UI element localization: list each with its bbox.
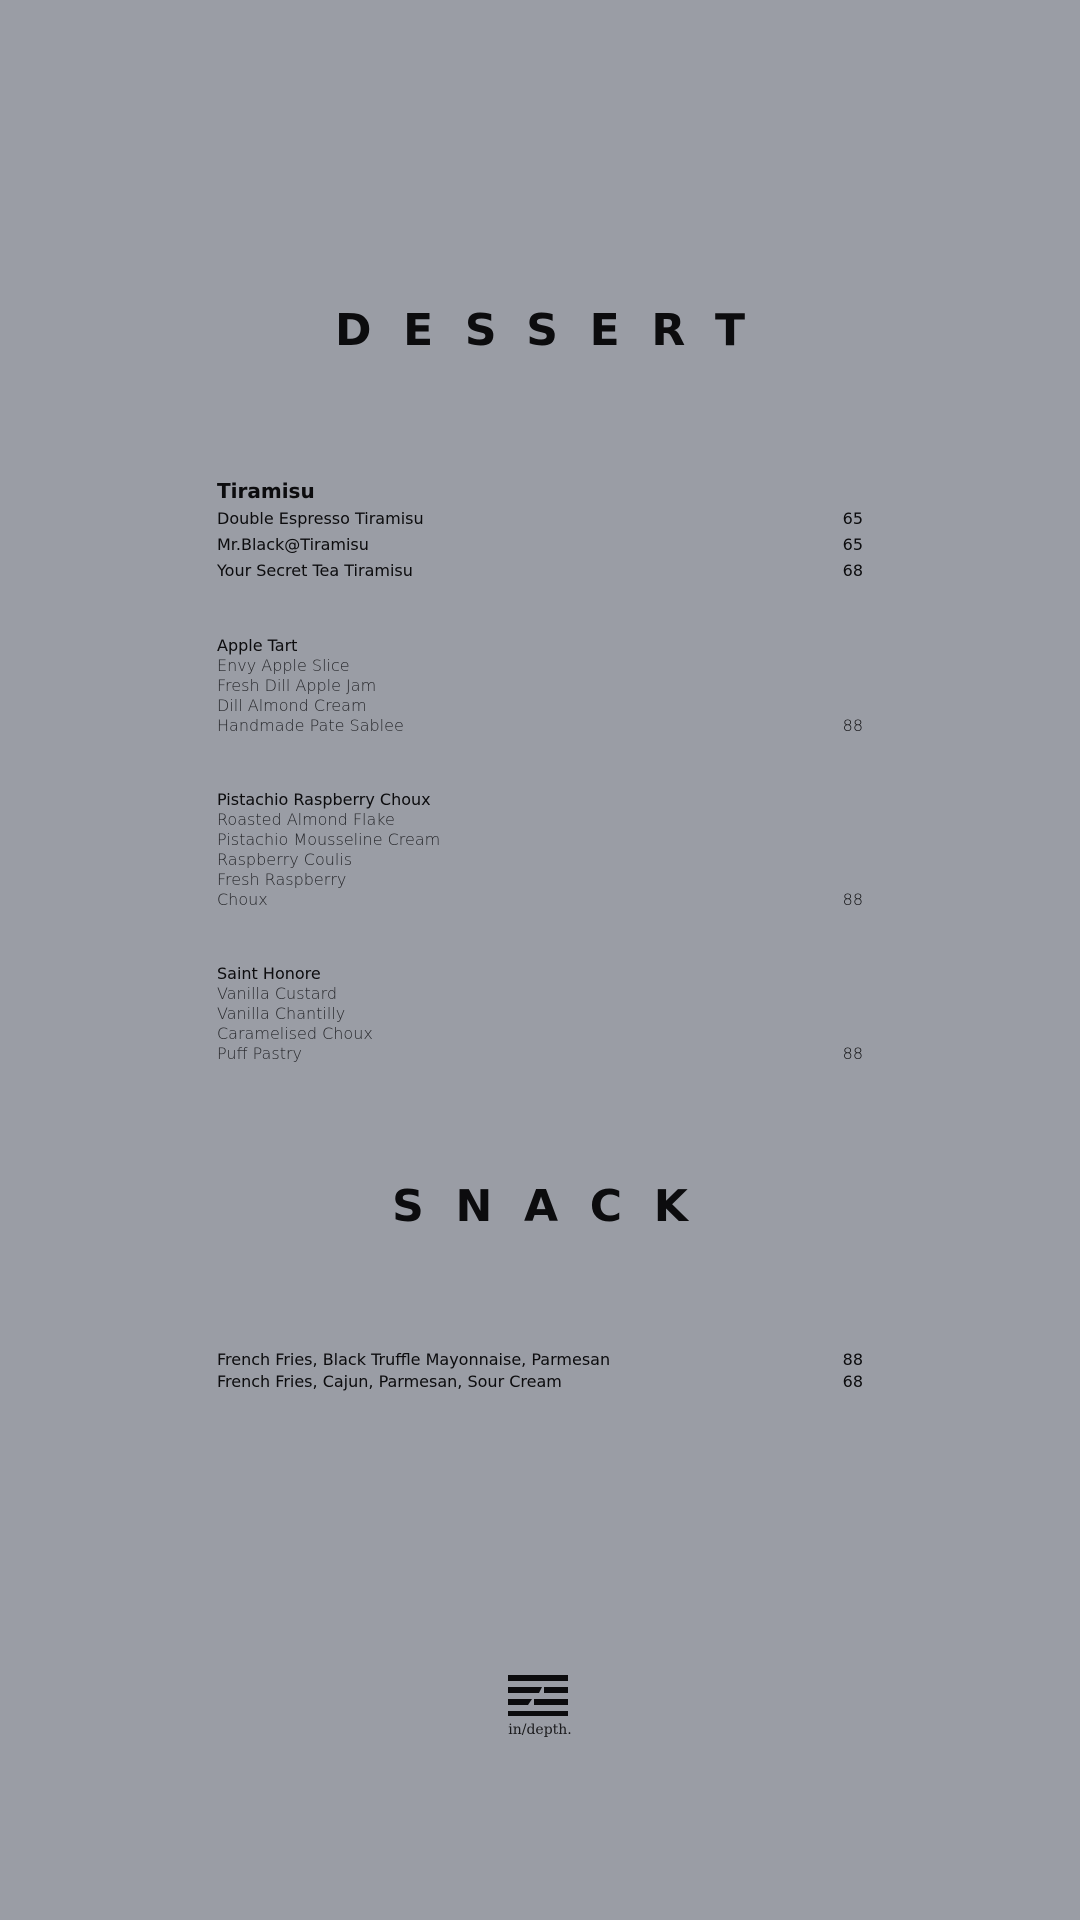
menu-item xyxy=(217,558,863,584)
menu-item xyxy=(217,506,863,532)
dish-title: Saint Honore xyxy=(217,964,321,983)
snack-section xyxy=(217,1349,863,1393)
dish-last-row xyxy=(217,1044,863,1064)
dish-component: Dill Almond Cream xyxy=(217,696,367,715)
dish-last-row xyxy=(217,716,863,736)
item-price: 88 xyxy=(842,716,863,735)
dish-component: Pistachio Mousseline Cream xyxy=(217,830,441,849)
tiramisu-section xyxy=(217,478,863,584)
item-name: Double Espresso Tiramisu xyxy=(217,509,424,528)
stripes-logo-icon xyxy=(506,1673,572,1717)
menu-item xyxy=(217,1371,863,1393)
menu-item xyxy=(217,1349,863,1371)
saint-honore-section xyxy=(217,964,863,1064)
dish-title: Pistachio Raspberry Choux xyxy=(217,790,431,809)
dish-title: Apple Tart xyxy=(217,636,298,655)
snack-heading: SNACK xyxy=(392,1181,720,1232)
apple-tart-section xyxy=(217,636,863,736)
item-price: 65 xyxy=(842,509,863,528)
item-name: French Fries, Black Truffle Mayonnaise, Parmesan xyxy=(217,1350,611,1369)
dessert-heading: DESSERT xyxy=(334,305,777,356)
dish-last-row xyxy=(217,890,863,910)
dish-component: Vanilla Chantilly xyxy=(217,1004,346,1023)
dish-component: Handmade Pate Sablee xyxy=(217,716,404,735)
dish-component: Envy Apple Slice xyxy=(217,656,350,675)
item-price: 68 xyxy=(842,1372,863,1391)
dish-component: Raspberry Coulis xyxy=(217,850,353,869)
item-name: French Fries, Cajun, Parmesan, Sour Cream xyxy=(217,1372,562,1391)
dish-component: Puff Pastry xyxy=(217,1044,303,1063)
choux-section xyxy=(217,790,863,910)
item-price: 88 xyxy=(842,890,863,909)
dish-component: Caramelised Choux xyxy=(217,1024,373,1043)
item-price: 88 xyxy=(842,1350,863,1369)
dish-component: Fresh Raspberry xyxy=(217,870,347,889)
item-price: 68 xyxy=(842,561,863,580)
dish-component: Fresh Dill Apple Jam xyxy=(217,676,377,695)
item-price: 65 xyxy=(842,535,863,554)
item-name: Mr.Black@Tiramisu xyxy=(217,535,369,554)
tiramisu-title: Tiramisu xyxy=(217,479,315,503)
item-price: 88 xyxy=(842,1044,863,1063)
brand-name: in/depth. xyxy=(508,1722,572,1738)
menu-item xyxy=(217,532,863,558)
item-name: Your Secret Tea Tiramisu xyxy=(217,561,413,580)
dish-component: Choux xyxy=(217,890,268,909)
dish-component: Roasted Almond Flake xyxy=(217,810,395,829)
dish-component: Vanilla Custard xyxy=(217,984,338,1003)
